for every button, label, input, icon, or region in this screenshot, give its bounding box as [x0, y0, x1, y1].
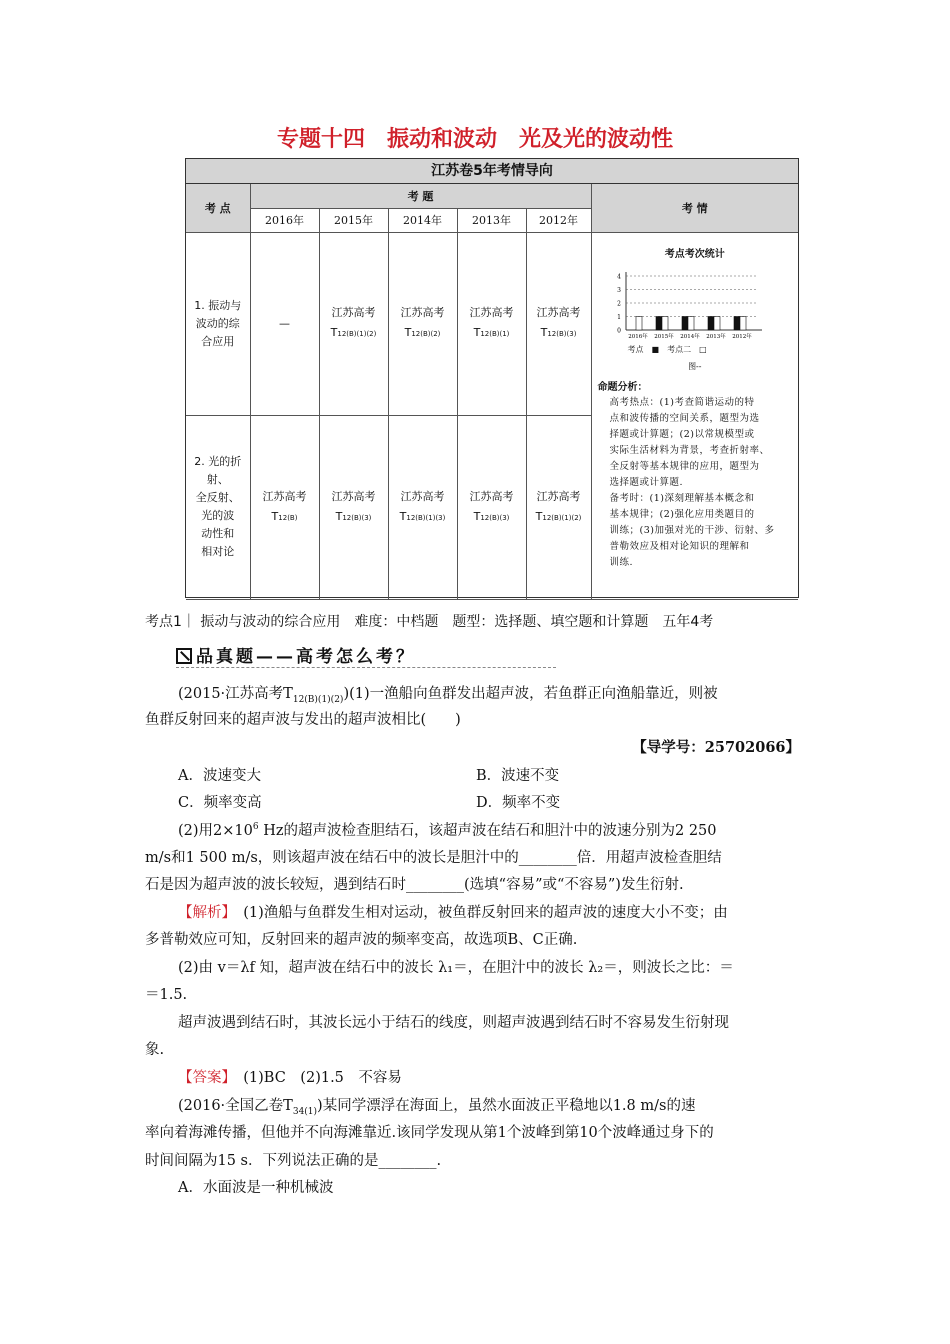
pen-box-icon [176, 648, 192, 664]
q1-part2-line2: m/s和1 500 m/s，则该超声波在结石中的波长是胆汁中的________倍．用超声波检查胆结 [145, 850, 722, 866]
exam-overview-table [185, 158, 799, 598]
banner-divider [176, 667, 556, 668]
x-tick-label: 2012年 [731, 333, 752, 340]
q1-option-c: C．频率变高 [178, 795, 262, 811]
exam-cell [457, 415, 526, 599]
cell-sub: 12(B)(2) [411, 330, 441, 338]
analysis-text [610, 395, 792, 571]
cell-sub: 12(B)(1)(2) [542, 513, 582, 522]
cell-main: 江苏高考 [536, 306, 581, 319]
cell-sub: 12(B)(1)(3) [406, 513, 446, 522]
kaodian-line: 光的波 [201, 509, 235, 522]
q1-line2: 鱼群反射回来的超声波与发出的超声波相比( ) [145, 712, 461, 728]
cell-t: T [535, 509, 543, 523]
exam-cell [319, 415, 388, 599]
q1-jiexi-line5: 超声波遇到结石时，其波长远小于结石的线度，则超声波遇到结石时不容易发生衍射现 [178, 1015, 729, 1031]
q1-jiexi-line6: 象. [145, 1042, 165, 1058]
cell-main: 江苏高考 [536, 489, 581, 503]
analysis-title: 命题分析： [597, 381, 648, 393]
q1-jiexi-line1: 【解析】 (1)渔船与鱼群发生相对运动，被鱼群反射回来的超声波的速度大小不变；由 [178, 905, 728, 921]
year-4: 2012年 [526, 208, 591, 232]
q1-ref-number: 【导学号：25702066】 [632, 739, 800, 756]
q1-line1: (2015·江苏高考$T_{12(B)(1)(2)})(1)$一渔船向鱼群发出超声波，若鱼群正向渔船靠近，则被 [178, 686, 718, 705]
col-kaoqing-header: 考 情 [591, 184, 798, 232]
exam-cell [250, 232, 319, 415]
kaodian-1 [186, 232, 250, 415]
q2-option-a: A．水面波是一种机械波 [178, 1180, 334, 1196]
cell-sub: 12(B)(3) [547, 330, 577, 338]
analysis-line: 训练. [609, 556, 634, 568]
q1-part2-line1: (2)用$2\times 10^6$ Hz的超声波检查胆结石，该超声波在结石和胆汁中的波速分别为2 250 [178, 822, 717, 839]
cell-sub: 12(B)(1) [480, 330, 510, 338]
cell-t: T [271, 509, 279, 523]
bar-考点 [734, 316, 740, 330]
section-banner [176, 642, 416, 667]
y-tick-label: 4 [616, 273, 621, 280]
bar-考点 [682, 316, 688, 330]
exam-cell [526, 232, 591, 415]
q1-jiexi-line3: (2)由 v＝λf 知，超声波在结石中的波长 λ₁＝，在胆汁中的波长 λ₂＝，则波长之比：＝ [178, 960, 734, 976]
cell-t: T [335, 509, 343, 523]
year-2: 2014年 [388, 208, 457, 232]
cell-t: T [473, 509, 481, 523]
stat-title: 考点考次统计 [664, 248, 725, 260]
kaodian-line: 波动的综 [195, 316, 240, 330]
bar-考点二 [740, 316, 746, 330]
kaodian-1-heading: 考点1｜ 振动与波动的综合应用 难度：中档题 题型：选择题、填空题和计算题 五年4考 [145, 614, 714, 630]
q1-option-a: A．波速变大 [178, 768, 261, 784]
kaodian-line: 全反射、 [195, 491, 240, 504]
cell-sub: 12(B)(1)(2) [337, 330, 377, 338]
x-tick-label: 2014年 [679, 333, 700, 340]
cell-sub: 12(B)(3) [342, 513, 372, 522]
table-grid [186, 184, 798, 600]
y-tick-label: 2 [616, 300, 621, 307]
q1-jiexi-line2: 多普勒效应可知，反射回来的超声波的频率变高，故选项B、C正确. [145, 932, 578, 948]
figure-caption: 图-- [688, 361, 702, 371]
col-kaoti-header: 考 题 [250, 184, 591, 208]
x-tick-label: 2013年 [705, 333, 726, 340]
exam-cell [388, 232, 457, 415]
exam-cell [388, 415, 457, 599]
analysis-line: 训练；(3)加强对光的干涉、衍射、多 [609, 524, 775, 536]
chart-legend: 考点 ■ 考点二 □ [627, 344, 707, 354]
cell-t: T [473, 326, 481, 339]
kaodian-line: 动性和 [201, 527, 235, 540]
x-tick-label: 2016年 [627, 333, 648, 340]
bar-考点二 [714, 316, 720, 330]
year-0: 2016年 [250, 208, 319, 232]
analysis-line: 高考热点：(1)考查简谐运动的特 [609, 396, 755, 408]
kaodian-line: 1. 振动与 [194, 298, 242, 312]
q2-line1: (2016·全国乙卷$T_{34(1)}$)某同学漂浮在海面上，虽然水面波正平稳地以1.8 m/s的速 [178, 1098, 696, 1117]
cell-sub: 12(B)(3) [480, 513, 510, 522]
kaoqing-panel [591, 232, 798, 599]
analysis-line: 全反射等基本规律的应用，题型为 [609, 460, 760, 472]
col-kaodian-header: 考 点 [186, 184, 250, 232]
y-tick-label: 0 [616, 327, 621, 334]
cell-main: 江苏高考 [400, 306, 445, 319]
cell-main: 江苏高考 [331, 489, 376, 503]
year-1: 2015年 [319, 208, 388, 232]
kaodian-line: 合应用 [201, 334, 235, 348]
cell-main: 江苏高考 [469, 306, 514, 319]
x-tick-label: 2015年 [653, 333, 674, 340]
cell-main: 江苏高考 [400, 489, 445, 503]
q1-option-b: B．波速不变 [476, 768, 560, 784]
bar-考点 [708, 316, 714, 330]
cell-t: T [330, 326, 338, 339]
y-tick-label: 1 [616, 313, 621, 321]
cell-sub: 12(B) [278, 513, 298, 522]
analysis-line: 备考时：(1)深刻理解基本概念和 [609, 492, 755, 504]
q1-answer: 【答案】 (1)BC (2)1.5 不容易 [178, 1070, 402, 1086]
kaodian-line: 2. 光的折射、 [194, 455, 242, 486]
cell-main: — [279, 316, 290, 330]
y-tick-label: 3 [616, 286, 621, 294]
q1-jiexi-line4: ＝1.5. [145, 987, 188, 1003]
analysis-line: 普勒效应及相对论知识的理解和 [609, 540, 750, 552]
bar-考点二 [636, 316, 642, 330]
bar-考点二 [688, 316, 694, 330]
kaodian-line: 相对论 [201, 545, 235, 558]
q1-part2-line3: 石是因为超声波的波长较短，遇到结石时________(选填“容易”或“不容易”)发生衍射. [145, 877, 684, 893]
analysis-line: 实际生活材料为背景，考查折射率、 [609, 444, 770, 456]
page-title: 专题十四 振动和波动 光及光的波动性 [276, 127, 673, 152]
analysis-line: 点和波传播的空间关系，题型为选 [609, 412, 760, 424]
cell-t: T [540, 326, 548, 339]
analysis-line: 择题或计算题；(2)以常规模型或 [609, 428, 755, 440]
stat-chart [598, 262, 778, 342]
exam-cell [457, 232, 526, 415]
year-3: 2013年 [457, 208, 526, 232]
bar-考点二 [662, 316, 668, 330]
cell-t: T [399, 509, 407, 523]
analysis-line: 选择题或计算题. [609, 476, 684, 488]
q1-option-d: D．频率不变 [476, 795, 561, 811]
kaodian-2 [186, 415, 250, 599]
cell-t: T [404, 326, 412, 339]
cell-main: 江苏高考 [262, 489, 307, 503]
exam-cell [526, 415, 591, 599]
banner-text: 品真题——高考怎么考？ [196, 647, 416, 667]
cell-main: 江苏高考 [331, 306, 376, 319]
exam-cell [319, 232, 388, 415]
table-caption: 江苏卷5年考情导向 [186, 159, 798, 184]
exam-cell [250, 415, 319, 599]
q2-line2: 率向着海滩传播，但他并不向海滩靠近.该同学发现从第1个波峰到第10个波峰通过身下的 [145, 1125, 714, 1141]
bar-考点 [656, 316, 662, 330]
analysis-line: 基本规律；(2)强化应用类题目的 [609, 508, 755, 520]
q2-line3: 时间间隔为15 s．下列说法正确的是________. [145, 1153, 442, 1169]
cell-main: 江苏高考 [469, 489, 514, 503]
